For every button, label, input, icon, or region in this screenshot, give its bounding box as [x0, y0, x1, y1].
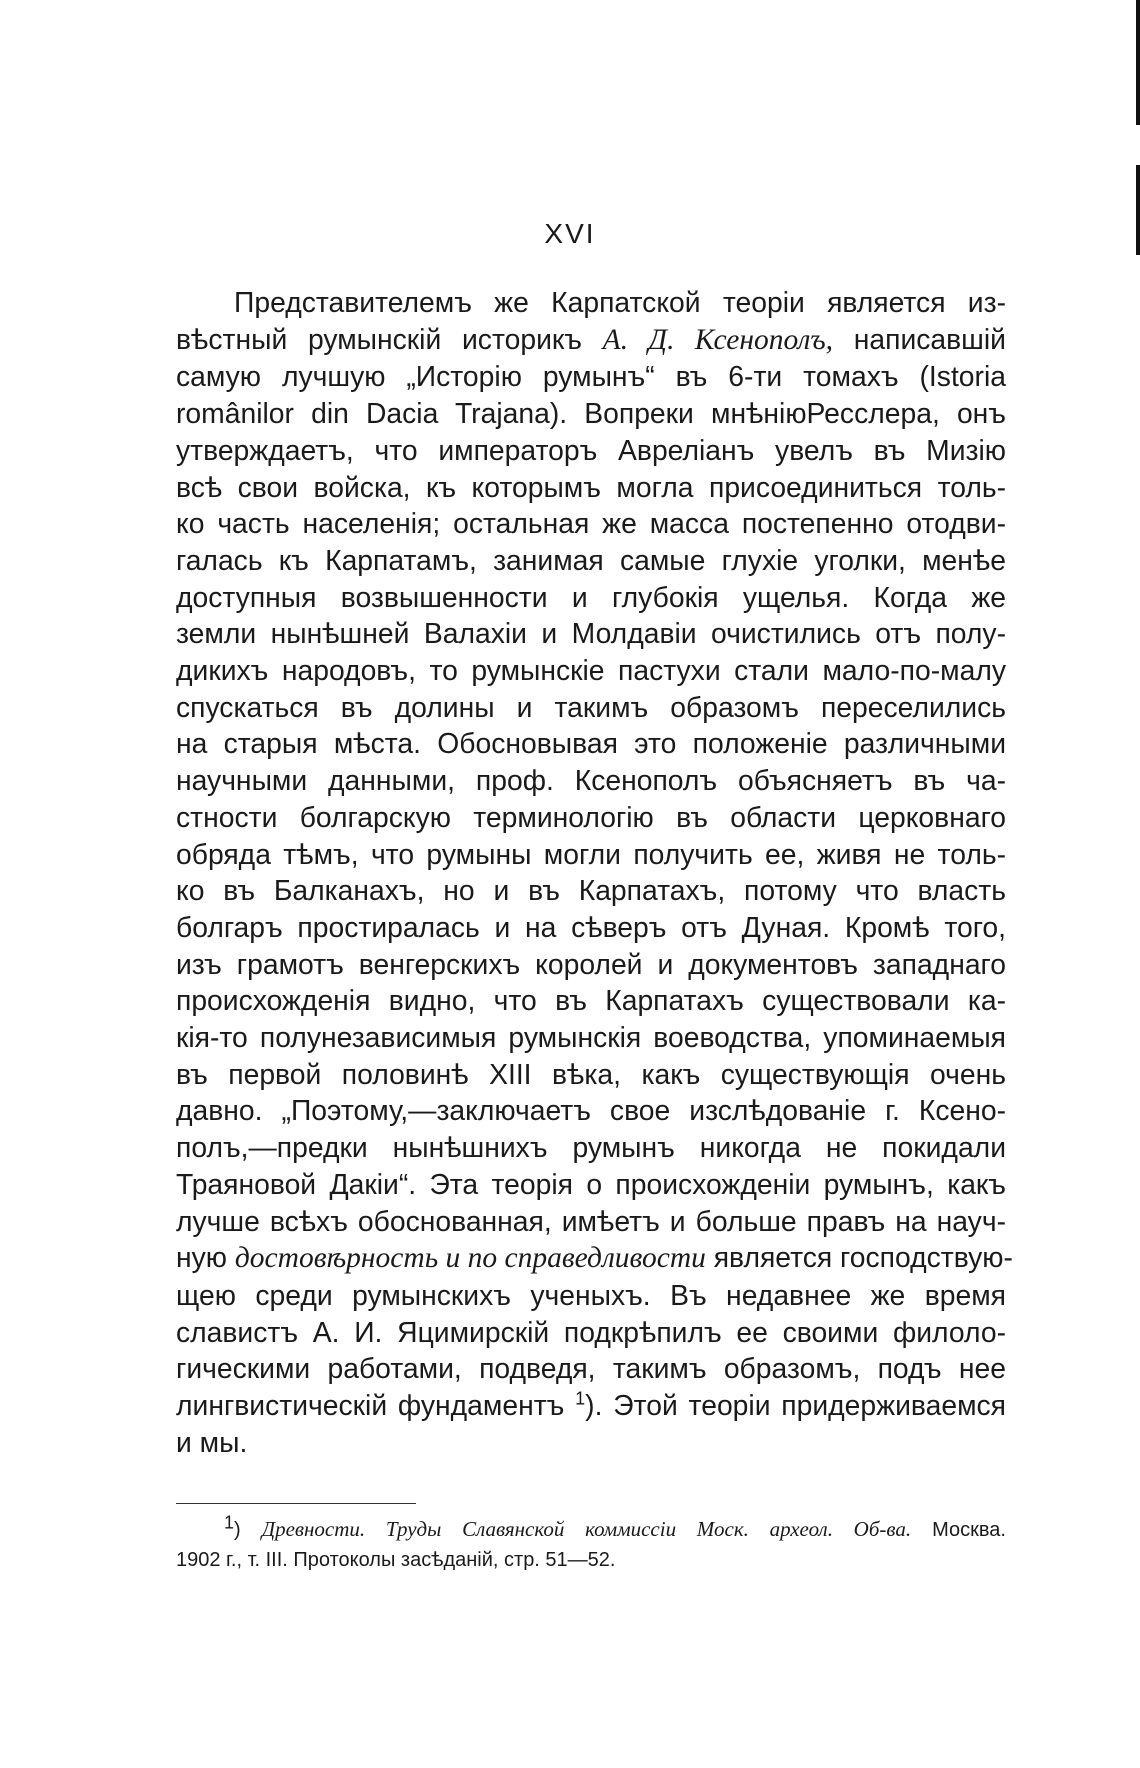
text-line: полъ,—предки нынѣшнихъ румынъ никогда не покидали — [176, 1131, 1006, 1164]
footnote-divider — [176, 1503, 416, 1504]
author-name-italic: А. Д. Ксенополъ, — [602, 323, 834, 356]
text-line: гическими работами, подведя, такимъ образомъ, подъ нее — [176, 1352, 1006, 1385]
text-line: въ первой половинѣ XIII вѣка, какъ существующія очень — [176, 1057, 1006, 1090]
text-line: доступныя возвышенности и глубокія ущелья. Когда же — [176, 580, 1006, 613]
scan-edge-mark — [1136, 0, 1140, 125]
text-segment: лингвистическій фундаментъ — [176, 1389, 576, 1422]
footnote — [176, 1514, 1006, 1575]
text-line: самую лучшую „Исторію румынъ“ въ 6-ти томахъ (Istoria — [176, 360, 1006, 393]
footnote-line: 1902 г., т. III. Протоколы засѣданій, стр. 51—52. — [176, 1549, 616, 1571]
text-line: утверждаетъ, что императоръ Авреліанъ увелъ въ Мизію — [176, 433, 1006, 466]
text-segment: ). Этой теоріи придерживаемся — [585, 1389, 1007, 1422]
main-paragraph — [176, 284, 1013, 1461]
text-segment: ную — [176, 1241, 235, 1274]
footnote-line: $^1$) Древности. Труды Славянской коммиссіи Моск. археол. Об-ва. Москва. — [224, 1512, 1006, 1541]
footnote-marker: 1 — [224, 1512, 235, 1533]
text-line: стности болгарскую терминологію въ области церковнаго — [176, 800, 1006, 833]
text-segment: написавшій — [833, 322, 1006, 355]
text-line: Представителемъ же Карпатской теоріи является из- — [234, 286, 1006, 318]
text-line: галась къ Карпатамъ, занимая самые глухіе уголки, менѣе — [176, 543, 1006, 576]
footnote-reference: 1 — [575, 1388, 586, 1409]
text-segment: является господствую- — [705, 1241, 1013, 1274]
text-line: ко въ Балканахъ, но и въ Карпатахъ, потому что власть — [176, 874, 1006, 907]
text-line: славистъ А. И. Яцимирскій подкрѣпилъ ее своими филоло- — [176, 1315, 1006, 1348]
text-line: и мы. — [176, 1425, 248, 1458]
text-line: дикихъ народовъ, то румынскіе пастухи стали мало-по-малу — [176, 654, 1006, 687]
text-line: всѣ свои войска, къ которымъ могла присоединиться толь- — [176, 470, 1006, 503]
text-line: щею среди румынскихъ ученыхъ. Въ недавнее же время — [176, 1278, 1006, 1311]
text-line: românilor din Dacia Trajana). Вопреки мнѣніюРесслера, онъ — [176, 397, 1006, 430]
text-line: земли нынѣшней Валахіи и Молдавіи очистились отъ полу- — [176, 617, 1006, 650]
text-line: обряда тѣмъ, что румыны могли получить ее, живя не толь- — [176, 837, 1006, 870]
text-line — [176, 1239, 1013, 1277]
text-line: кія-то полунезависимыя румынскія воеводства, упоминаемыя — [176, 1021, 1006, 1054]
emphasis-italic: достовѣрность и по справедливости — [234, 1242, 706, 1275]
text-line: давно. „Поэтому,—заключаетъ свое изслѣдованіе г. Ксено- — [176, 1094, 1006, 1127]
text-segment: вѣстный румынскій историкъ — [176, 322, 603, 355]
text-line: болгаръ простиралась и на сѣверъ отъ Дуная. Кромѣ того, — [176, 910, 1006, 943]
footnote-text: Москва. — [911, 1519, 1006, 1541]
text-line: на старыя мѣста. Обосновывая это положеніе различными — [176, 727, 1006, 760]
text-line: изъ грамотъ венгерскихъ королей и документовъ западнаго — [176, 947, 1006, 980]
text-line: лучше всѣхъ обоснованная, имѣетъ и больше правъ на науч- — [176, 1204, 1006, 1237]
text-line: ко часть населенія; остальная же масса постепенно отодви- — [176, 507, 1006, 540]
text-line: научными данными, проф. Ксенополъ объясняетъ въ ча- — [176, 764, 1006, 797]
text-line — [176, 321, 1006, 359]
text-line: спускаться въ долины и такимъ образомъ переселились — [176, 690, 1006, 723]
page-number: XVI — [544, 218, 596, 249]
footnote-source-italic: Древности. Труды Славянской коммиссіи Моск. археол. Об-ва. — [261, 1517, 912, 1541]
text-line: происхожденія видно, что въ Карпатахъ существовали ка- — [176, 984, 1006, 1017]
text-line: Траяновой Дакіи“. Эта теорія о происхожденіи румынъ, какъ — [176, 1167, 1006, 1200]
text-line — [176, 1387, 1006, 1424]
